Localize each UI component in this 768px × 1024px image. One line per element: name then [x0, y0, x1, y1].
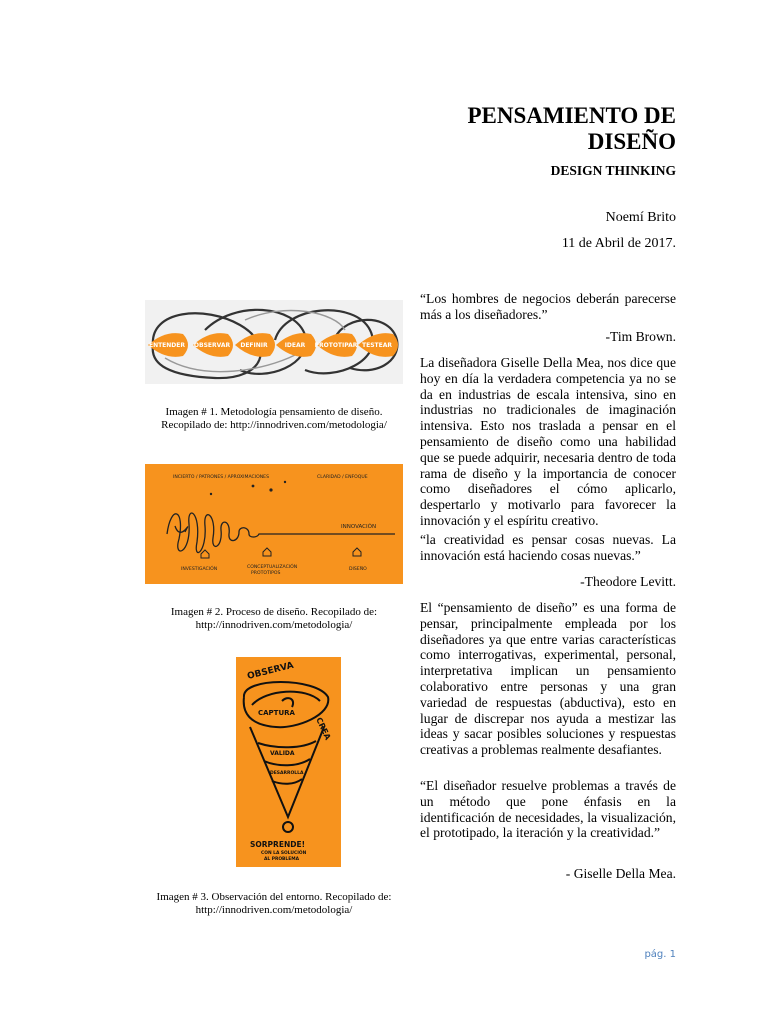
label-al-problema: AL PROBLEMA: [264, 857, 299, 862]
stage-testear: TESTEAR: [362, 342, 392, 349]
figure-3-caption: Imagen # 3. Observación del entorno. Recopilado de: http://innodriven.com/metodologia/: [156, 891, 392, 916]
label-conceptualizacion: CONCEPTUALIZACIÓN: [247, 565, 298, 570]
label-incierto: INCIERTO / PATRONES / APROXIMACIONES: [173, 475, 269, 480]
stage-definir: DEFINIR: [240, 342, 268, 349]
house-icon: [263, 548, 271, 556]
label-con-la-solucion: CON LA SOLUCIÓN: [261, 851, 307, 856]
attribution-tim-brown: -Tim Brown.: [605, 329, 676, 344]
figure-2-design-process: [145, 464, 403, 584]
page-title: [467, 103, 676, 155]
label-crea: CREA: [314, 716, 333, 742]
stage-observar: OBSERVAR: [193, 342, 231, 349]
label-investigacion: INVESTIGACIÓN: [181, 567, 218, 572]
observation-cone-diagram: [236, 657, 341, 867]
paragraph-giselle: La diseñadora Giselle Della Mea, nos dice que hoy en día la verdadera competencia ya no se da en industrias de escala intensiva, sino en industrias no tradicionales de imaginación intensiva. Esto nos traslada a pensar en el pensamiento de diseño como una habilidad que se puede adquirir, necesaria dentro de toda rama de diseño y la importancia de conocer como diseñadores el cómo aplicarlo, despertarlo y motivarlo para favorecer la innovación y el espíritu creativo.: [420, 355, 676, 528]
quote-levitt: “la creatividad es pensar cosas nuevas. La innovación está haciendo cosas nuevas.”: [420, 532, 676, 563]
bulb-icon: [201, 550, 209, 558]
date: 11 de Abril de 2017.: [561, 236, 676, 251]
label-desarrolla: DESARROLLA: [270, 771, 304, 776]
stage-entender: ENTENDER: [148, 342, 186, 349]
label-innovacion: INNOVACIÓN: [341, 524, 377, 530]
attribution-giselle: - Giselle Della Mea.: [565, 866, 676, 881]
paragraph-pensamiento: El “pensamiento de diseño” es una forma de pensar, principalmente empleada por los diseñadores ya que entre varias características como interrogativas, experimental, personal, interpretativa implican un pensamiento colaborativo entre personas y una gran variedad de respuestas (abductiva), esto en lugar de discrepar nos ayuda a mestizar las ideas y sacar posibles soluciones y respuestas creativas a problemas realmente desafiantes.: [420, 600, 676, 758]
label-captura: CAPTURA: [258, 709, 295, 717]
quote-giselle: “El diseñador resuelve problemas a través de un método que pone énfasis en la identificación de necesidades, la visualización, el prototipado, la iteración y la creatividad.”: [420, 778, 676, 841]
methodology-loops-diagram: [145, 300, 403, 384]
label-sorprende: SORPRENDE!: [250, 840, 305, 849]
title-line-2: DISEÑO: [587, 129, 676, 154]
title-line-1: PENSAMIENTO DE: [467, 103, 676, 128]
attribution-levitt: -Theodore Levitt.: [580, 574, 676, 589]
label-prototipos: PROTOTIPOS: [251, 571, 281, 576]
label-observa: OBSERVA: [246, 660, 295, 682]
stage-prototipar: PROTOTIPAR: [314, 342, 358, 349]
author: Noemí Brito: [605, 210, 676, 225]
label-claridad: CLARIDAD / ENFOQUE: [317, 475, 368, 480]
figure-1-caption: Imagen # 1. Metodología pensamiento de diseño. Recopilado de: http://innodriven.com/metodologia/: [161, 406, 387, 431]
label-valida: VALIDA: [270, 750, 295, 757]
subtitle: DESIGN THINKING: [550, 163, 676, 178]
quote-tim-brown: “Los hombres de negocios deberán parecerse más a los diseñadores.”: [420, 291, 676, 322]
figure-1-methodology: [145, 300, 403, 384]
house-icon-2: [353, 548, 361, 556]
figure-2-caption: Imagen # 2. Proceso de diseño. Recopilado de: http://innodriven.com/metodologia/: [170, 606, 378, 631]
page-number: pág. 1: [644, 949, 676, 960]
figure-3-observation: [236, 657, 341, 867]
circle-icon: [283, 822, 293, 832]
stage-idear: IDEAR: [284, 342, 306, 349]
label-diseno: DISEÑO: [349, 567, 367, 572]
design-process-squiggle: [145, 464, 403, 584]
